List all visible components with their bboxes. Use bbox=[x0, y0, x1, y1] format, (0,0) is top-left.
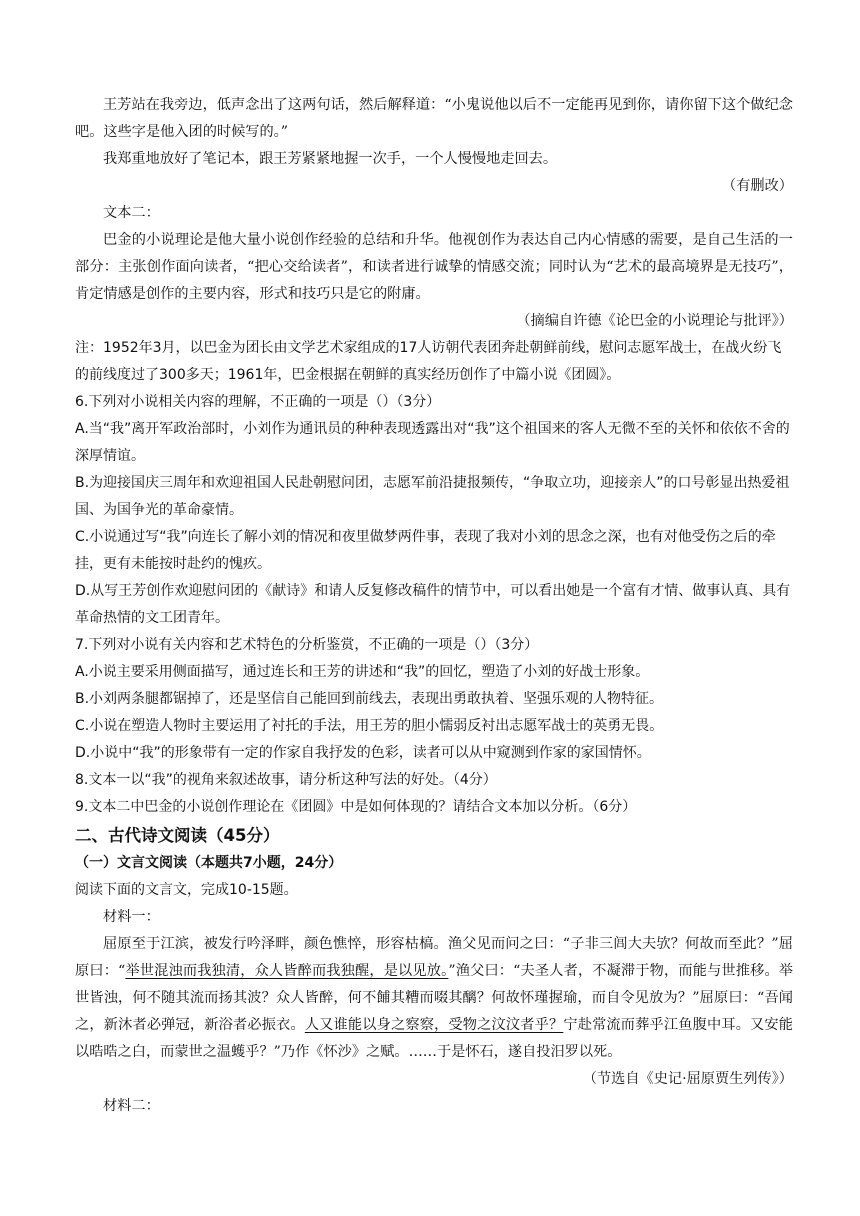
background-note: 注：1952年3月，以巴金为团长由文学艺术家组成的17人访朝代表团奔赴朝鲜前线，慰问志愿军战士，在战火纷飞的前线度过了300多天；1961年，巴金根据在朝鲜的真实经历创作了中篇小说《团圆》。 bbox=[75, 340, 782, 383]
material-1-text bbox=[75, 931, 793, 1066]
question-6-option-c: C.小说通过写“我”向连长了解小刘的情况和夜里做梦两件事，表现了我对小刘的思念之深，也有对他受伤之后的牵挂，更有未能按时赴约的愧疚。 bbox=[75, 529, 776, 572]
question-7-option-b: B.小刘两条腿都锯掉了，还是坚信自己能回到前线去，表现出勇敢执着、坚强乐观的人物特征。 bbox=[75, 691, 664, 707]
material-1-source: （节选自《史记·屈原贾生列传》） bbox=[582, 1071, 793, 1087]
text1-paragraph: 王芳站在我旁边，低声念出了这两句话，然后解释道：“小鬼说他以后不一定能再见到你，请你留下这个做纪念吧。这些字是他入团的时候写的。” bbox=[75, 97, 793, 140]
question-7-option-a: A.小说主要采用侧面描写，通过连长和王芳的讲述和“我”的回忆，塑造了小刘的好战士形象。 bbox=[75, 664, 650, 680]
question-7-option-c: C.小说在塑造人物时主要运用了衬托的手法，用王芳的胆小懦弱反衬出志愿军战士的英勇无畏。 bbox=[75, 718, 664, 734]
question-8: 8.文本一以“我”的视角来叙述故事，请分析这种写法的好处。（4分） bbox=[75, 772, 497, 788]
underlined-sentence-2: 人又谁能以身之察察，受物之汶汶者乎？ bbox=[304, 1017, 564, 1033]
material-2-label: 材料二： bbox=[103, 1098, 160, 1114]
question-6-option-a: A.当“我”离开军政治部时，小刘作为通讯员的种种表现透露出对“我”这个祖国来的客人无微不至的关怀和依依不舍的深厚情谊。 bbox=[75, 421, 790, 464]
section-2-subtitle: （一）文言文阅读（本题共7小题，24分） bbox=[75, 855, 343, 871]
question-7-stem: 7.下列对小说有关内容和艺术特色的分析鉴赏，不正确的一项是（）（3分） bbox=[75, 637, 539, 653]
text2-source: （摘编自许德《论巴金的小说理论与批评》） bbox=[516, 313, 793, 329]
question-6-stem: 6.下列对小说相关内容的理解，不正确的一项是（）（3分） bbox=[75, 394, 441, 410]
text1-paragraph: 我郑重地放好了笔记本，跟王芳紧紧地握一次手，一个人慢慢地走回去。 bbox=[103, 151, 558, 167]
material-1-segment: 屈原至于江滨，被发行吟泽畔，颜色憔悴，形容枯槁。渔父见而问之曰：“子非三闾大夫欤？何故而至此？”屈原曰：“ bbox=[75, 936, 793, 979]
edit-note: （有删改） bbox=[722, 178, 793, 194]
underlined-sentence-1: 举世混浊而我独清，众人皆醉而我独醒，是以见放。 bbox=[125, 963, 449, 979]
text2-label: 文本二： bbox=[103, 205, 160, 221]
question-6-option-b: B.为迎接国庆三周年和欢迎祖国人民赴朝慰问团，志愿军前沿捷报频传，“争取立功，迎接亲人”的口号彰显出热爱祖国、为国争光的革命豪情。 bbox=[75, 475, 790, 518]
question-9: 9.文本二中巴金的小说创作理论在《团圆》中是如何体现的？请结合文本加以分析。（6分） bbox=[75, 799, 637, 815]
material-1-segment: ”渔父曰：“夫圣人者，不凝滞于物，而能与世推移。举世皆浊，何不随其流而扬其波？众人皆醉，何不餔其糟而啜其醨？何故怀瑾握瑜，而自令见放为？”屈原曰：“吾闻之，新沐者必弹冠，新浴者必振衣。 bbox=[75, 963, 793, 1033]
exam-page bbox=[75, 92, 793, 1120]
question-6-option-d: D.从写王芳创作欢迎慰问团的《献诗》和请人反复修改稿件的情节中，可以看出她是一个富有才情、做事认真、具有革命热情的文工团青年。 bbox=[75, 583, 791, 626]
section-2-intro: 阅读下面的文言文，完成10-15题。 bbox=[75, 882, 298, 898]
text2-paragraph: 巴金的小说理论是他大量小说创作经验的总结和升华。他视创作为表达自己内心情感的需要，是自己生活的一部分：主张创作面向读者，“把心交给读者”，和读者进行诚挚的情感交流；同时认为“艺术的最高境界是无技巧”，肯定情感是创作的主要内容，形式和技巧只是它的附庸。 bbox=[75, 232, 793, 302]
section-2-title: 二、古代诗文阅读（45分） bbox=[75, 826, 280, 845]
question-7-option-d: D.小说中“我”的形象带有一定的作家自我抒发的色彩，读者可以从中窥测到作家的家国情怀。 bbox=[75, 745, 651, 761]
material-1-segment: 宁赴常流而葬乎江鱼腹中耳。又安能以晧晧之白，而蒙世之温蠖乎？”乃作《怀沙》之赋。……于是怀石，遂自投汨罗以死。 bbox=[75, 1017, 793, 1060]
material-1-label: 材料一： bbox=[103, 909, 160, 925]
